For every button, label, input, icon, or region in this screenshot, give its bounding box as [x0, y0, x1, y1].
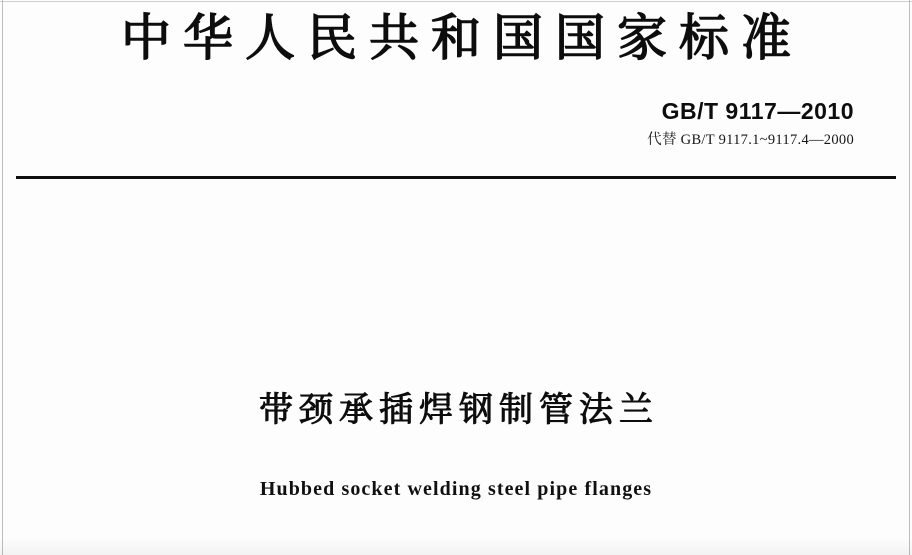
page-edge-right [909, 0, 910, 555]
national-standard-banner: 中华人民共和国国家标准 [121, 9, 803, 67]
document-title-english: Hubbed socket welding steel pipe flanges [259, 478, 653, 500]
header-divider-rule [16, 176, 896, 179]
scan-shadow [0, 537, 912, 555]
page-edge-left [2, 0, 3, 555]
standard-number: GB/T 9117—2010 [661, 98, 854, 124]
page-edge-top [0, 1, 912, 2]
standard-replaces-note: 代替 GB/T 9117.1~9117.4—2000 [647, 132, 854, 148]
document-title-chinese: 带颈承插焊钢制管法兰 [259, 390, 659, 430]
